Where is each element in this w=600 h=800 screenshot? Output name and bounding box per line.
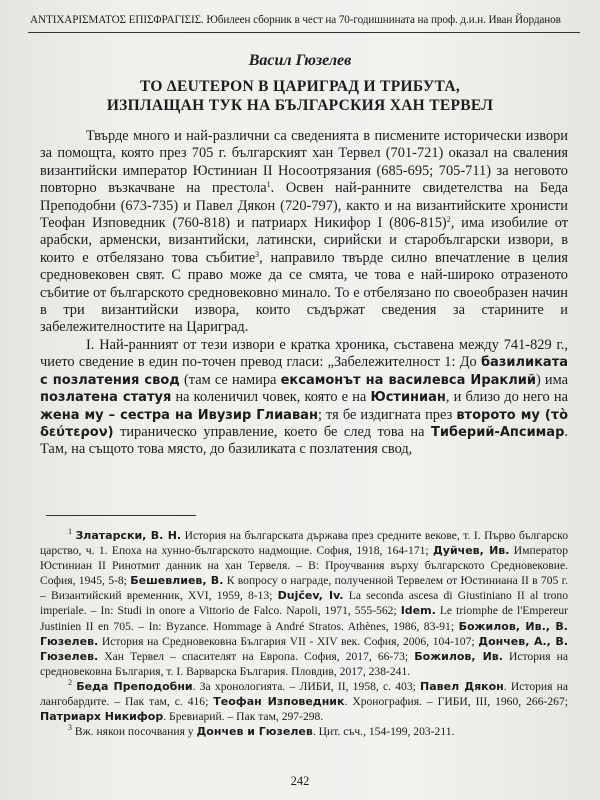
emphasis: Юстиниан (370, 390, 446, 406)
emphasis: базиликата с позлатения свод (40, 355, 568, 388)
header-rule (28, 32, 580, 33)
footnote-ref-2: 2 (446, 215, 451, 225)
running-head: ΑΝΤΙΧΑΡΙΣΜΑΤΟΣ ΕΠΙΣΦΡΑΓΙΣΙΣ. Юбилеен сборник в чест на 70-годишнината на проф. д.и.н. Иван Йорданов (30, 14, 561, 26)
emphasis: жена му – сестра на Ивузир Глиаван (40, 407, 318, 423)
author-name: Васил Гюзелев (248, 52, 352, 69)
article-body (40, 128, 568, 459)
footnote-rule (46, 515, 196, 516)
footnote-ref-3: 3 (255, 249, 260, 259)
footnotes (40, 515, 568, 739)
title-line-2: ИЗПЛАЩАН ТУК НА БЪЛГАРСКИЯ ХАН ТЕРВЕЛ (106, 97, 494, 114)
footnote-3: $^3$ Вж. някои посочвания у Дончев и Гюзелев. Цит. съч., 154-199, 203-211. (68, 723, 455, 739)
footnote-ref-1: 1 (266, 180, 271, 190)
emphasis: Тиберий-Апсимар (431, 424, 565, 440)
body-paragraph-1: Твърде много и най-различни са сведенията в писмените исторически извори за помощта, която през 705 г. българският хан Тервел (701-721) оказал на сваления византийски император Юстиниан II Носоотрязания (685-695; 705-711) за неговото повторно възкачване на престола$^1$. Освен най-ранните свидетелства на Беда Преподобни (673-735) и Павел Дякон (720-797), както и на византийските хронисти Теофан Изповедник (760-818) и патриарх Никифор I $(806-815)^2$, има изобилие от арабски, арменски, византийски, латински, сирийски и старобългарски извори, в които е отбелязано това събитие$^3$, направило твърде силно впечатление в целия средновековен свят. С право може да се смята, че това е най-широко отразеното събитие от българското средновековно минало. То е отбелязано по своеобразен начин в три византийски извора, които съдържат сведения за старините и забележителностите на Цариград. (40, 128, 568, 336)
emphasis: позлатена статуя (40, 390, 172, 406)
footnote-2: $^2$ Беда Преподобни. За хронологията. – ЛИБИ, II, 1958, с. 403; Павел Дякон. История на лангобардите. – Пак там, с. 416; Теофан Изповедник. Хронография. – ГИБИ, III, 1960, 266-267; Патриарх Никифор. Бревиарий. – Пак там, 297-298. (40, 677, 569, 724)
footnote-1: $^1$ Златарски, В. Н. История на българската държава през средните векове, т. I. Първо българско царство, ч. 1. Епоха на хунно-българското надмощие. София, 1918, 164-171; Дуйчев, Ив. Император Юстиниан II Ринотмит данник на хан Тервеля. – В: Проучвания върху българското Средновековие. София, 1945, 5-8; Бешевлиев, В. К вопросу о награде, полученной Тервелем от Юстиниана II в 705 г. – Византийский временник, XVI, 1959, 8-13; Dujčev, Iv. La seconda ascesa di Giustiniano II al trono imperiale. – In: Studi in onore a Vittorio de Falco. Napoli, 1971, 555-562; Idem. Le triomphe de l'Empereur Justinien II en 705. – In: Byzance. Hommage à André Stratos. Athènes, 1986, 83-91; Божилов, Ив., В. Гюзелев. История на Средновековна България VII - XIV век. София, 2006, 104-107; Дончев, А., В. Гюзелев. Хан Тервел – спасителят на Европа. София, 2017, 66-73; Божилов, Ив. История на средновековна България, т. I. Варварска България. Пловдив, 2017, 238-241. (40, 527, 569, 678)
article-title (40, 77, 560, 115)
page-number: 242 (290, 774, 310, 788)
body-paragraph-2: I. Най-ранният от тези извори е кратка хроника, съставена между 741-829 г., чието сведение в един по-точен превод гласи: „Забележителност 1: До базиликата с позлатения свод (там се намира ексамонът на василевса Ираклий) има позлатена статуя на коленичил човек, която е на Юстиниан, и близо до него на жена му – сестра на Ивузир Глиаван; тя бе издигната през второто му (τὸ δεύτερον) тираническо управление, което бе след това на Тиберий-Апсимар. Там, на същото това място, до базиликата с позлатения свод, (40, 336, 569, 458)
emphasis: ексамонът на василевса Ираклий (280, 372, 536, 388)
emphasis: второто му (τὸ δεύτερον) (40, 407, 568, 440)
title-line-1: ТО ΔΕUTEPON В ЦАРИГРАД И ТРИБУТА, (139, 78, 461, 95)
